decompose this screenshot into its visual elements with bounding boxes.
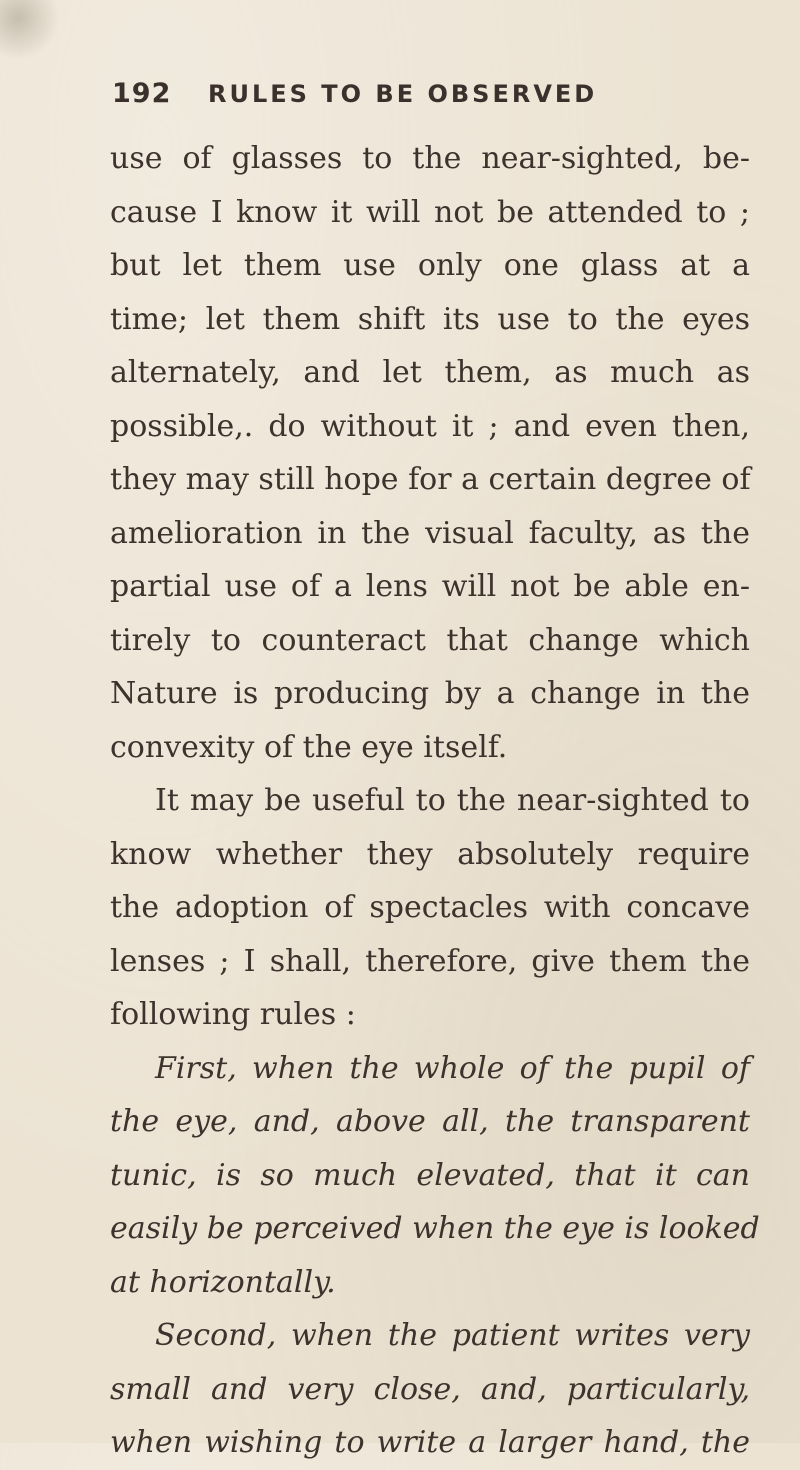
text-line: lenses ; I shall, therefore, give them the — [110, 943, 750, 979]
text-line: Nature is producing by a change in the — [110, 676, 750, 711]
text-line: the adoption of spectacles with concave — [110, 890, 750, 925]
text-line: tunic, is so much elevated, that it can — [110, 1157, 750, 1193]
rule-first-line: First, when the whole of the pupil of — [155, 1050, 750, 1086]
text-line: when wishing to write a larger hand, the — [110, 1425, 750, 1460]
text-line: at horizontally. — [110, 1264, 336, 1300]
text-line: tirely to counteract that change which — [110, 622, 750, 658]
text-line: convexity of the eye itself. — [110, 729, 508, 765]
text-line: alternately, and let them, as much as — [110, 355, 750, 390]
text-line: cause I know it will not be attended to ; — [110, 194, 750, 230]
body-text — [110, 132, 760, 1470]
paragraph-start-line: It may be useful to the near-sighted to — [155, 783, 750, 818]
page-header — [112, 78, 672, 122]
text-line: the eye, and, above all, the transparent — [110, 1104, 750, 1139]
running-head: RULES TO BE OBSERVED — [208, 80, 598, 108]
text-line: small and very close, and, particularly, — [110, 1371, 750, 1407]
text-line: partial use of a lens will not be able en- — [110, 569, 750, 604]
text-line: know whether they absolutely require — [110, 836, 750, 872]
text-line: time; let them shift its use to the eyes — [110, 301, 750, 337]
text-line: following rules : — [110, 997, 356, 1032]
text-line: easily be perceived when the eye is looked — [110, 1211, 760, 1246]
text-line: but let them use only one glass at a — [110, 248, 750, 283]
rule-second-line: Second, when the patient writes very — [155, 1318, 750, 1353]
text-line: amelioration in the visual faculty, as the — [110, 515, 750, 551]
text-line: use of glasses to the near-sighted, be- — [110, 141, 750, 176]
text-line: possible,. do without it ; and even then, — [110, 408, 750, 444]
paper-stain — [0, 0, 60, 60]
page-number: 192 — [112, 78, 172, 109]
text-line: they may still hope for a certain degree of — [110, 462, 751, 497]
